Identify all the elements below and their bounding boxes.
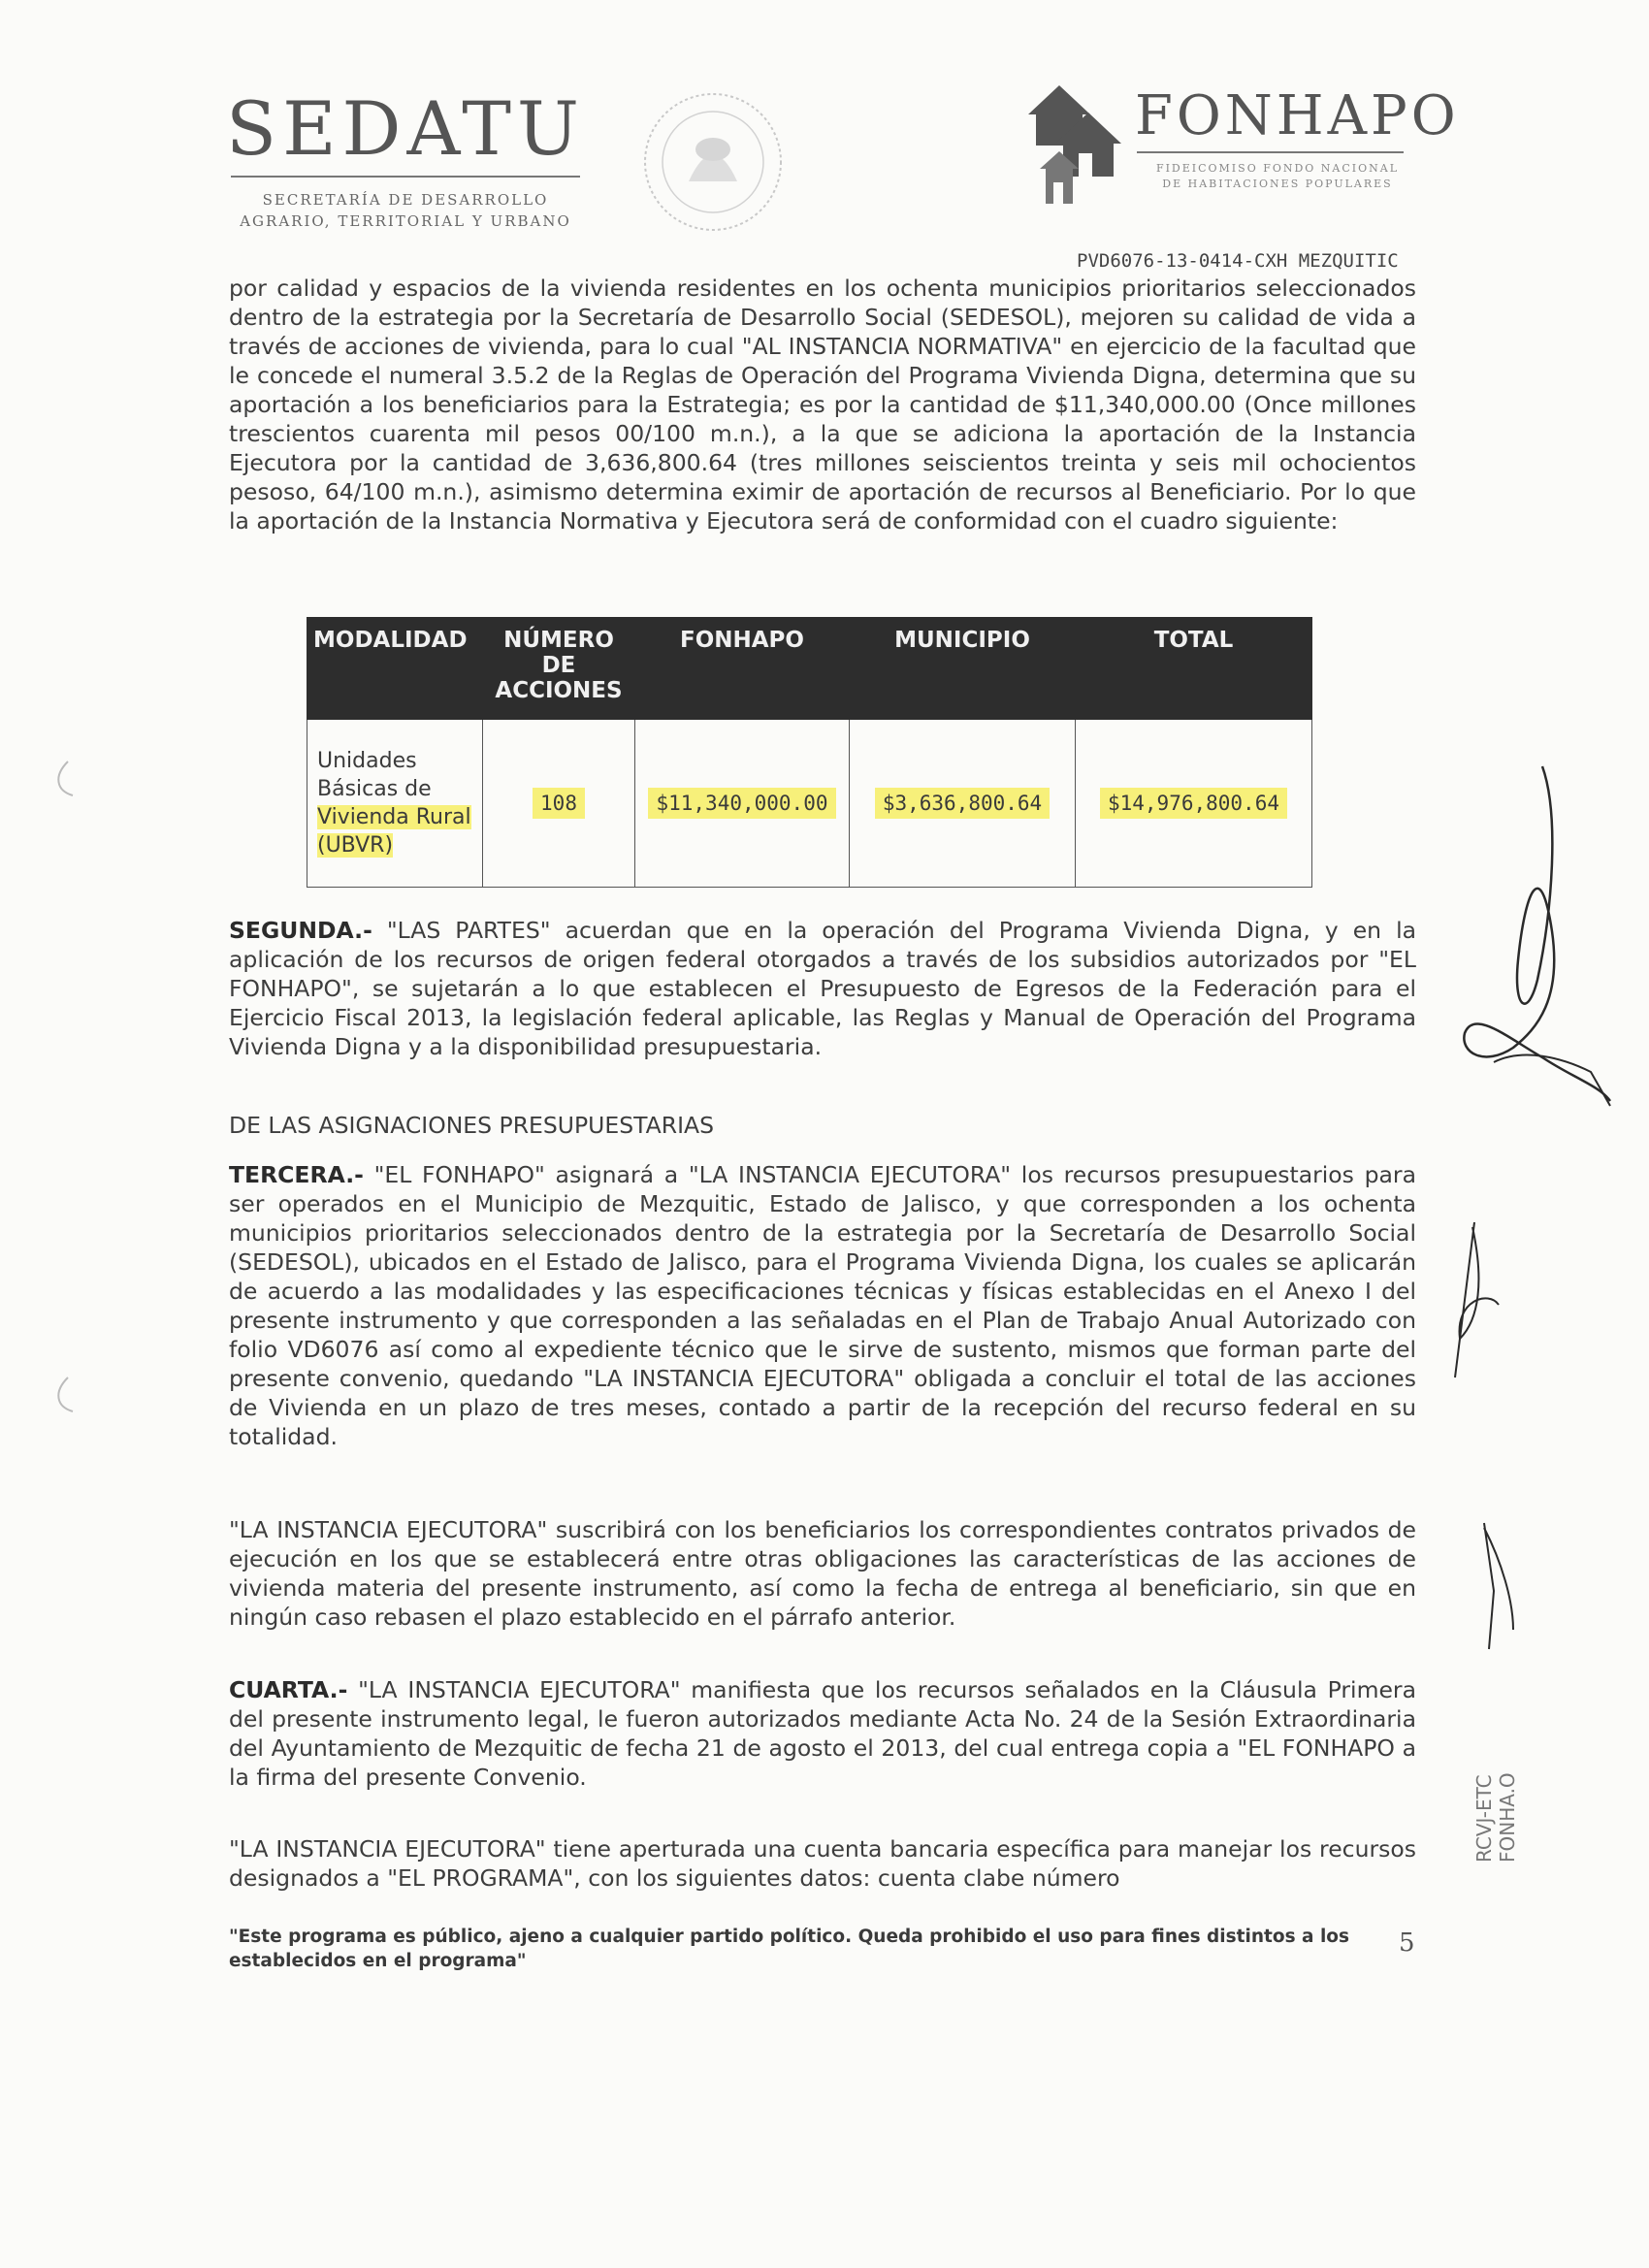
value-total: $14,976,800.64 (1100, 788, 1287, 819)
header-total: TOTAL (1076, 618, 1312, 720)
contribution-table (307, 617, 1312, 888)
header-numero-acciones: NÚMERO DE ACCIONES (483, 618, 635, 720)
fonhapo-logo: FONHAPO (1135, 84, 1460, 147)
fonhapo-subtitle (1137, 161, 1418, 192)
intro-paragraph-text: por calidad y espacios de la vivienda residentes en los ochenta municipios prioritarios seleccionados dentro de la estrategia por la Secretaría de Desarrollo Social (SEDESOL), mejoren su calidad de vida a través de acciones de vivienda, para lo cual "AL INSTANCIA NORMATIVA" en ejercicio de la facultad que le concede el numeral 3.5.2 de la Reglas de Operación del Programa Vivienda Digna, determina que su aportación a los beneficiarios para la Estrategia; es por la cantidad de $11,340,000.00 (Once millones trescientos cuarenta mil pesos 00/100 m.n.), a la que se adiciona la aportación de la Instancia Ejecutora por la cantidad de 3,636,800.64 (tres millones seiscientos treinta y seis mil ochocientos pesoso, 64/100 m.n.), asimismo determina eximir de aportación de recursos al Beneficiario. Por lo que la aportación de la Instancia Normativa y Ejecutora será de conformidad con el cuadro siguiente: (229, 275, 1416, 535)
clause-cuarta-text: "LA INSTANCIA EJECUTORA" manifiesta que los recursos señalados en la Cláusula Primera del presente instrumento legal, le fueron autorizados mediante Acta No. 24 de la Sesión Extraordinaria del Ayuntamiento de Mezquitic de fecha 21 de agosto el 2013, del cual entrega copia a "EL FONHAPO a la firma del presente Convenio. (229, 1676, 1416, 1791)
intro-paragraph (229, 274, 1416, 535)
cell-fonhapo (635, 720, 850, 888)
clause-segunda (229, 916, 1416, 1061)
clause-cuarta-label: CUARTA.- (229, 1676, 348, 1703)
modalidad-highlight: Vivienda Rural (UBVR) (317, 805, 471, 858)
sedatu-logo: SEDATU (226, 85, 585, 172)
clause-segunda-text: "LAS PARTES" acuerdan que en la operación del Programa Vivienda Digna, y en la aplicación de los recursos de origen federal otorgados a través de los subsidios autorizados por "EL FONHAPO", se sujetarán a lo que establecen el Presupuesto de Egresos de la Federación para el Ejercicio Fiscal 2013, la legislación federal aplicable, las Reglas y Manual de Operación del Programa Vivienda Digna y a la disponibilidad presupuestaria. (229, 917, 1416, 1060)
clause-segunda-label: SEGUNDA.- (229, 917, 372, 944)
header-modalidad: MODALIDAD (307, 618, 483, 720)
cuenta-paragraph (229, 1834, 1416, 1893)
cell-total (1076, 720, 1312, 888)
side-stamp: RCVJ-ETC FONHA.O (1472, 1772, 1519, 1863)
mexico-seal-icon (640, 89, 786, 235)
instancia-paragraph-text: "LA INSTANCIA EJECUTORA" suscribirá con los beneficiarios los correspondientes contratos privados de ejecución en los que se establecerá entre otras obligaciones las características de las acciones de vivienda materia del presente instrumento, así como la fecha de entrega al beneficiario, sin que en ningún caso rebasen el plazo establecido en el párrafo anterior. (229, 1516, 1416, 1631)
fonhapo-logo-rule (1137, 151, 1404, 153)
sedatu-subtitle-1: SECRETARÍA DE DESARROLLO (262, 191, 549, 209)
fonhapo-subtitle-1: FIDEICOMISO FONDO NACIONAL (1155, 162, 1400, 175)
cell-acciones (483, 720, 635, 888)
modalidad-text: Unidades Básicas de (317, 749, 432, 801)
instancia-paragraph (229, 1515, 1416, 1632)
page-number: 5 (1399, 1928, 1415, 1958)
footer-legal-notice: "Este programa es público, ajeno a cualquier partido político. Queda prohibido el uso para fines distintos a los establecidos en el programa" (229, 1927, 1350, 1971)
section-heading: DE LAS ASIGNACIONES PRESUPUESTARIAS (229, 1112, 714, 1139)
clause-cuarta (229, 1675, 1416, 1792)
value-fonhapo: $11,340,000.00 (648, 788, 835, 819)
cuenta-paragraph-text: "LA INSTANCIA EJECUTORA" tiene aperturada una cuenta bancaria específica para manejar los recursos designados a "EL PROGRAMA", con los siguientes datos: cuenta clabe número (229, 1835, 1416, 1892)
sedatu-logo-rule (231, 176, 580, 178)
value-municipio: $3,636,800.64 (875, 788, 1050, 819)
table-header-row (307, 618, 1312, 720)
sedatu-logo-block (192, 85, 619, 232)
fonhapo-houses-icon (1018, 68, 1135, 213)
clause-tercera (229, 1160, 1416, 1451)
document-reference: PVD6076-13-0414-CXH MEZQUITIC (1077, 250, 1399, 272)
cell-modalidad (307, 720, 483, 888)
header-fonhapo: FONHAPO (635, 618, 850, 720)
header-municipio: MUNICIPIO (850, 618, 1076, 720)
fonhapo-subtitle-2: DE HABITACIONES POPULARES (1162, 178, 1393, 190)
cell-municipio (850, 720, 1076, 888)
value-acciones: 108 (533, 788, 585, 819)
sedatu-subtitle-2: AGRARIO, TERRITORIAL Y URBANO (240, 212, 571, 230)
fonhapo-logo-block (1018, 68, 1460, 223)
clause-tercera-text: "EL FONHAPO" asignará a "LA INSTANCIA EJECUTORA" los recursos presupuestarios para ser operados en el Municipio de Mezquitic, Estado de Jalisco, y que corresponden a los ochenta municipios prioritarios seleccionados dentro de la estrategia por la Secretaría de Desarrollo Social (SEDESOL), ubicados en el Estado de Jalisco, para el Programa Vivienda Digna, los cuales se aplicarán de acuerdo a las modalidades y las especificaciones técnicas y físicas establecidas en el Anexo I del presente instrumento y que corresponden a las señaladas en el Plan de Trabajo Anual Autorizado con folio VD6076 así como al expediente técnico que le sirve de sustento, mismos que forman parte del presente convenio, quedando "LA INSTANCIA EJECUTORA" obligada a concluir el total de las acciones de Vivienda en un plazo de tres meses, contado a partir de la recepción del recurso federal en su totalidad. (229, 1161, 1416, 1450)
table-row (307, 720, 1312, 888)
clause-tercera-label: TERCERA.- (229, 1161, 364, 1188)
